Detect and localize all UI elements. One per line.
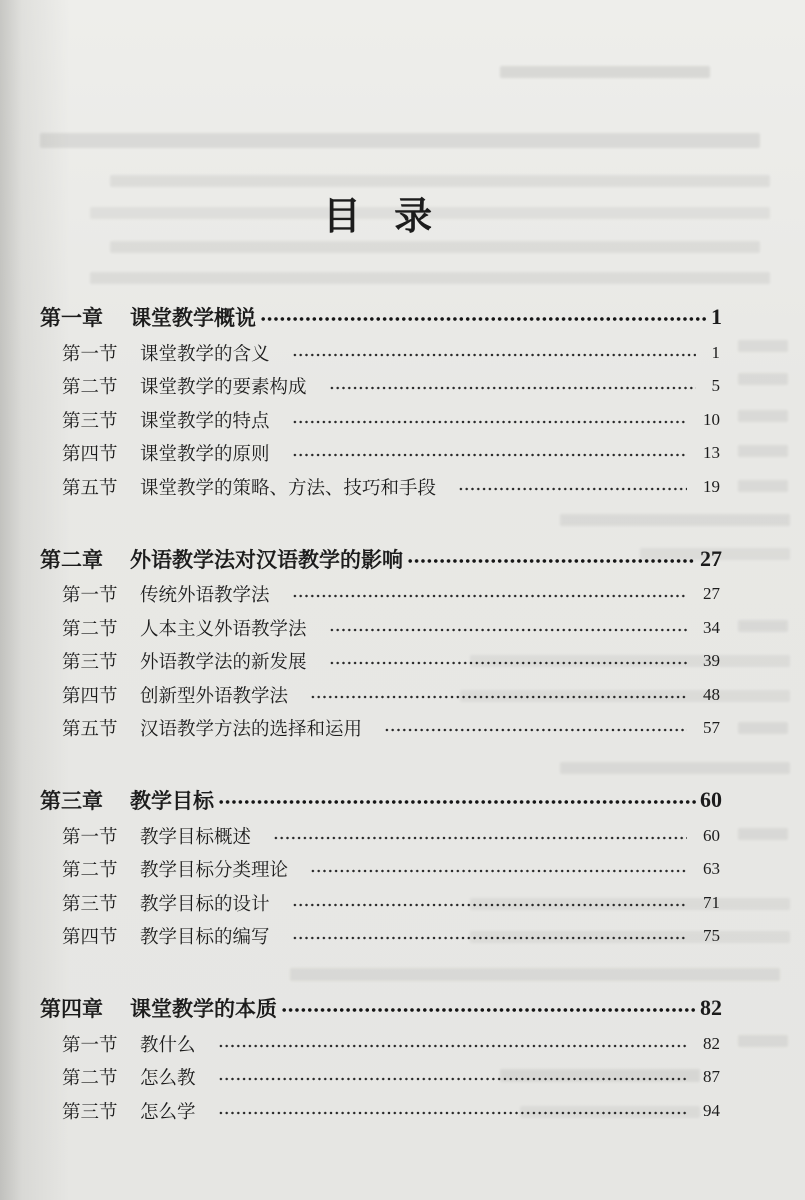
chapter-page-number: 60 (700, 787, 722, 812)
section-entry (62, 920, 720, 954)
leader-dots (329, 385, 696, 391)
section-title: 人本主义外语教学法 (140, 618, 307, 640)
section-entry (62, 678, 720, 712)
chapter-entry (40, 298, 722, 336)
section-page-number: 10 (703, 409, 720, 429)
section-label: 第一节 (62, 343, 118, 365)
section-entry (62, 1094, 720, 1128)
chapter-label: 第二章 (40, 546, 103, 572)
chapter-entry (40, 989, 722, 1027)
leader-dots (292, 452, 687, 458)
chapter-page-number: 1 (711, 304, 722, 329)
section-entry (62, 470, 720, 504)
section-label: 第二节 (62, 377, 118, 399)
page-title: 目 录 (322, 193, 443, 238)
section-label: 第三节 (62, 1101, 118, 1123)
section-entry (62, 1027, 720, 1061)
section-page-number: 60 (703, 825, 720, 845)
chapter-title: 课堂教学概说 (130, 305, 256, 330)
chapter-title: 外语教学法对汉语教学的影响 (130, 546, 403, 572)
section-title: 教学目标分类理论 (140, 860, 289, 882)
section-label: 第四节 (62, 444, 118, 466)
chapter-label: 第四章 (40, 996, 103, 1021)
bleed-through-mark (500, 66, 710, 78)
section-entry (62, 578, 720, 612)
section-page-number: 1 (711, 342, 720, 362)
section-title: 教什么 (140, 1034, 196, 1056)
chapter-title: 教学目标 (130, 788, 214, 813)
bleed-through-mark (90, 272, 770, 284)
section-page-number: 87 (703, 1067, 720, 1087)
leader-dots (292, 902, 687, 908)
section-entry (62, 853, 720, 887)
section-title: 传统外语教学法 (140, 585, 270, 607)
section-page-number: 13 (703, 443, 720, 463)
section-entry (62, 403, 720, 437)
section-entry (62, 712, 720, 746)
leader-dots (281, 1007, 696, 1013)
section-label: 第五节 (62, 719, 118, 741)
leader-dots (260, 316, 707, 322)
section-page-number: 48 (703, 684, 720, 704)
chapter-page-number: 27 (700, 545, 722, 571)
chapter-label: 第三章 (40, 788, 103, 813)
section-label: 第四节 (62, 927, 118, 949)
section-title: 外语教学法的新发展 (140, 652, 307, 674)
leader-dots (218, 799, 696, 805)
section-entry (62, 886, 720, 920)
leader-dots (292, 935, 687, 941)
section-title: 课堂教学的策略、方法、技巧和手段 (140, 477, 437, 499)
leader-dots (329, 660, 687, 666)
section-label: 第五节 (62, 477, 118, 499)
section-title: 课堂教学的含义 (140, 343, 270, 365)
section-page-number: 75 (703, 926, 720, 946)
chapter-label: 第一章 (40, 305, 103, 330)
section-page-number: 5 (711, 376, 720, 396)
leader-dots (292, 352, 696, 358)
section-entry (62, 645, 720, 679)
section-label: 第三节 (62, 410, 118, 432)
section-page-number: 34 (703, 617, 720, 637)
leader-dots (218, 1043, 687, 1049)
section-page-number: 63 (703, 859, 720, 879)
section-entry (62, 437, 720, 471)
section-title: 教学目标概述 (140, 826, 252, 848)
leader-dots (273, 835, 687, 841)
leader-dots (458, 486, 687, 492)
section-page-number: 19 (703, 476, 720, 496)
section-page-number: 27 (703, 584, 720, 604)
section-title: 怎么教 (140, 1068, 196, 1090)
section-title: 教学目标的设计 (140, 893, 270, 915)
leader-dots (329, 627, 687, 633)
chapter-page-number: 82 (700, 995, 722, 1020)
section-entry (62, 819, 720, 853)
section-title: 汉语教学方法的选择和运用 (140, 719, 363, 741)
section-title: 课堂教学的要素构成 (140, 377, 307, 399)
leader-dots (292, 419, 687, 425)
bleed-through-mark (110, 175, 770, 187)
section-label: 第二节 (62, 618, 118, 640)
leader-dots (407, 558, 696, 564)
section-title: 怎么学 (140, 1101, 196, 1123)
section-entry (62, 336, 720, 370)
section-page-number: 94 (703, 1100, 720, 1120)
leader-dots (218, 1110, 687, 1116)
chapter-entry (40, 540, 722, 578)
section-label: 第一节 (62, 1034, 118, 1056)
section-page-number: 82 (703, 1033, 720, 1053)
chapter-entry (40, 781, 722, 819)
section-page-number: 57 (703, 718, 720, 738)
section-label: 第一节 (62, 826, 118, 848)
section-title: 课堂教学的原则 (140, 444, 270, 466)
leader-dots (218, 1076, 687, 1082)
table-of-contents (0, 298, 805, 1128)
section-title: 创新型外语教学法 (140, 685, 289, 707)
section-entry (62, 1061, 720, 1095)
chapter-title: 课堂教学的本质 (130, 996, 277, 1021)
leader-dots (310, 868, 687, 874)
section-label: 第一节 (62, 585, 118, 607)
section-entry (62, 370, 720, 404)
section-page-number: 71 (703, 892, 720, 912)
section-label: 第三节 (62, 652, 118, 674)
section-title: 课堂教学的特点 (140, 410, 270, 432)
bleed-through-mark (40, 133, 760, 148)
section-entry (62, 611, 720, 645)
section-label: 第二节 (62, 1068, 118, 1090)
section-title: 教学目标的编写 (140, 927, 270, 949)
section-label: 第二节 (62, 860, 118, 882)
section-label: 第四节 (62, 685, 118, 707)
section-label: 第三节 (62, 893, 118, 915)
leader-dots (384, 727, 687, 733)
leader-dots (310, 694, 687, 700)
section-page-number: 39 (703, 651, 720, 671)
leader-dots (292, 593, 687, 599)
